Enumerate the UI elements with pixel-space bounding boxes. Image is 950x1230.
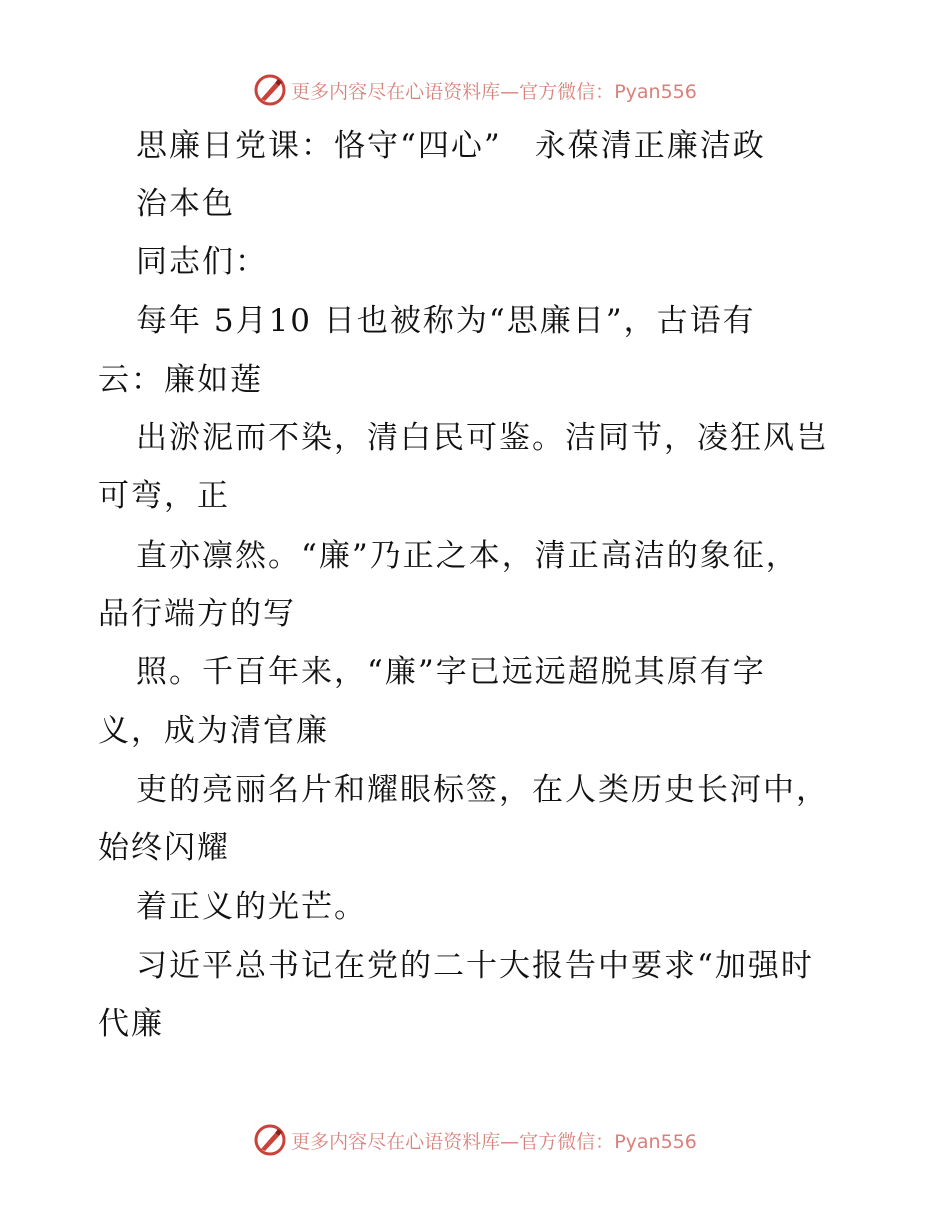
header-watermark-wechat-id: Pyan556 <box>614 80 697 103</box>
pen-logo-icon <box>253 1123 287 1157</box>
paragraph-line: 照。千百年来，“廉”字已远远超脱其原有字 <box>136 654 766 690</box>
paragraph-line: 每年 5月10 日也被称为“思廉日”，古语有 <box>136 303 756 339</box>
title-line-2: 治本色 <box>136 186 235 222</box>
header-watermark-separator: — <box>500 80 520 103</box>
salutation: 同志们： <box>136 244 268 280</box>
paragraph-line: 可弯，正 <box>98 478 230 514</box>
footer-watermark-main: 更多内容尽在心语资料库 <box>291 1130 501 1153</box>
paragraph-line: 义，成为清官廉 <box>98 713 329 749</box>
footer-watermark-text <box>291 1127 697 1154</box>
paragraph-line: 品行端方的写 <box>98 596 296 632</box>
footer-watermark-separator: — <box>500 1130 520 1153</box>
header-watermark-wechat-label: 官方微信： <box>519 80 615 103</box>
paragraph-line: 云：廉如莲 <box>98 362 263 398</box>
paragraph-line: 直亦凛然。“廉”乃正之本，清正高洁的象征， <box>136 538 799 574</box>
footer-watermark-wechat-label: 官方微信： <box>519 1130 615 1153</box>
footer-watermark-wechat-id: Pyan556 <box>614 1130 697 1153</box>
header-watermark-main: 更多内容尽在心语资料库 <box>291 80 501 103</box>
paragraph-line: 习近平总书记在党的二十大报告中要求“加强时 <box>136 948 814 984</box>
header-watermark-text <box>291 77 697 104</box>
paragraph-line: 着正义的光芒。 <box>136 889 367 925</box>
title-line-1: 思廉日党课：恪守“四心” 永葆清正廉洁政 <box>136 128 766 164</box>
pen-logo-icon <box>253 73 287 107</box>
paragraph-line: 代廉 <box>98 1006 164 1042</box>
footer-watermark <box>0 1120 950 1160</box>
header-watermark <box>0 70 950 110</box>
paragraph-line: 吏的亮丽名片和耀眼标签，在人类历史长河中， <box>136 772 829 808</box>
paragraph-line: 出淤泥而不染，清白民可鉴。洁同节，凌狂风岂 <box>136 420 829 456</box>
paragraph-line: 始终闪耀 <box>98 830 230 866</box>
